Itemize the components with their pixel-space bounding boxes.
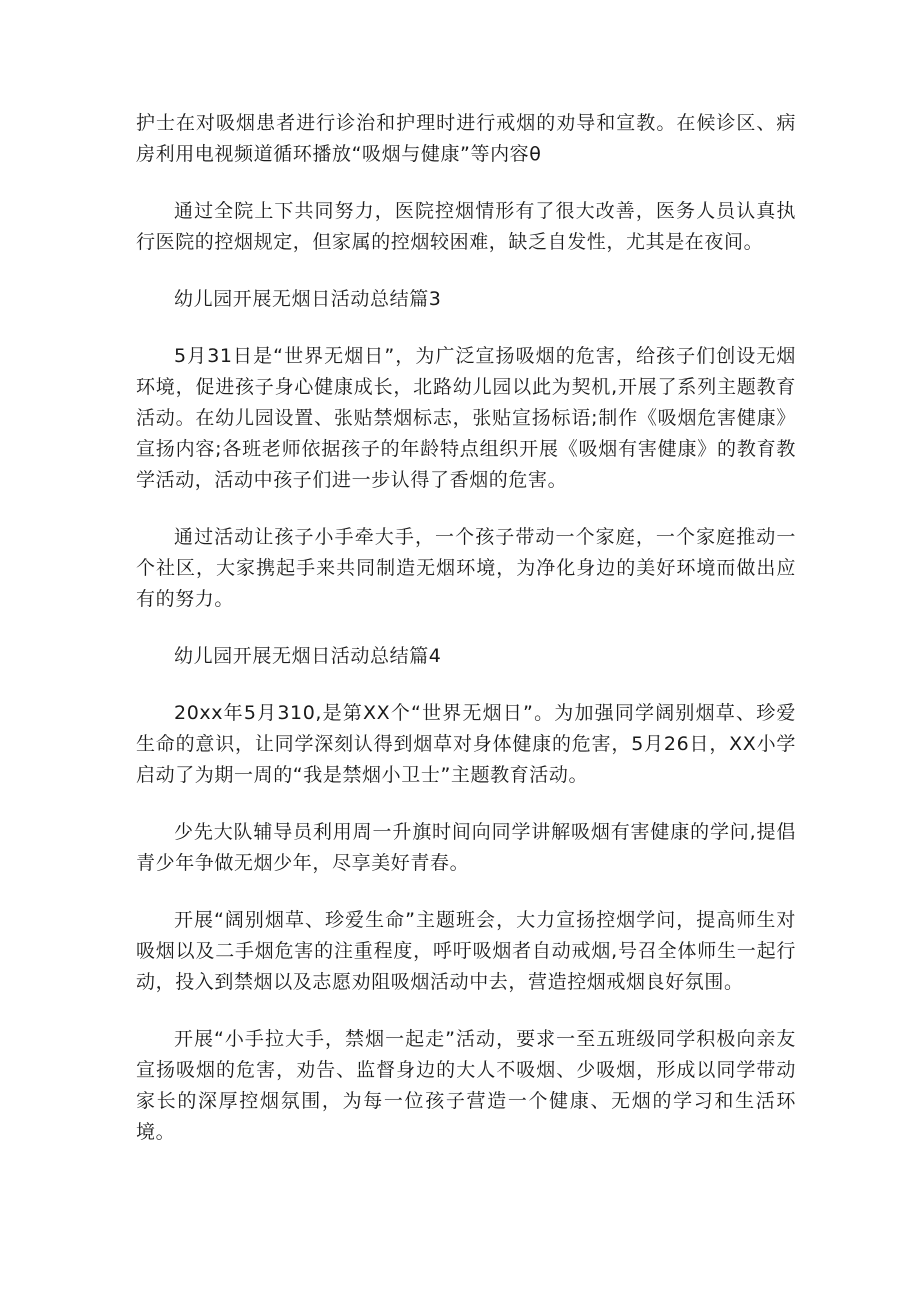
paragraph-continuation: 护士在对吸烟患者进行诊治和护理时进行戒烟的劝导和宣教。在候诊区、病房利用电视频道循环播放“吸烟与健康”等内容θ [136, 112, 796, 165]
paragraph-hospital-summary: 通过全院上下共同努力，医院控烟情形有了很大改善，医务人员认真执行医院的控烟规定，但家属的控烟较困难，缺乏自发性，尤其是在夜间。 [136, 200, 796, 253]
paragraph-kindergarten-activity: 5月31日是“世界无烟日”，为广泛宣扬吸烟的危害，给孩子们创设无烟环境，促进孩子身心健康成长，北路幼儿园以此为契机,开展了系列主题教育活动。在幼儿园设置、张贴禁烟标志，张贴宣扬标语;制作《吸烟危害健康》宣扬内容;各班老师依据孩子的年龄特点组织开展《吸烟有害健康》的教育教学活动，活动中孩子们进一步认得了香烟的危害。 [136, 345, 796, 491]
section-heading-3: 幼儿园开展无烟日活动总结篇3 [174, 288, 442, 310]
paragraph-flag-raising: 少先大队辅导员利用周一升旗时间向同学讲解吸烟有害健康的学问,提倡青少年争做无烟少年，尽享美好青春。 [136, 821, 796, 874]
paragraph-small-hands: 开展“小手拉大手，禁烟一起走”活动，要求一至五班级同学积极向亲友宣扬吸烟的危害，劝告、监督身边的大人不吸烟、少吸烟，形成以同学带动家长的深厚控烟氛围，为每一位孩子营造一个健康、无烟的学习和生活环境。 [136, 1028, 796, 1143]
section-heading-4: 幼儿园开展无烟日活动总结篇4 [174, 645, 442, 667]
paragraph-family-effort: 通过活动让孩子小手牵大手，一个孩子带动一个家庭，一个家庭推动一个社区，大家携起手来共同制造无烟环境，为净化身边的美好环境而做出应有的努力。 [136, 526, 796, 610]
paragraph-class-meeting: 开展“阔别烟草、珍爱生命”主题班会，大力宣扬控烟学问，提高师生对吸烟以及二手烟危害的注重程度，呼吁吸烟者自动戒烟,号召全体师生一起行动，投入到禁烟以及志愿劝阻吸烟活动中去，营造控烟戒烟良好氛围。 [136, 909, 796, 993]
document-page [136, 108, 796, 1148]
paragraph-world-no-tobacco-day: 20xx年5月310,是第XX个“世界无烟日”。为加强同学阔别烟草、珍爱生命的意识，让同学深刻认得到烟草对身体健康的危害，5月26日，XX小学启动了为期一周的“我是禁烟小卫士”主题教育活动。 [136, 702, 796, 786]
